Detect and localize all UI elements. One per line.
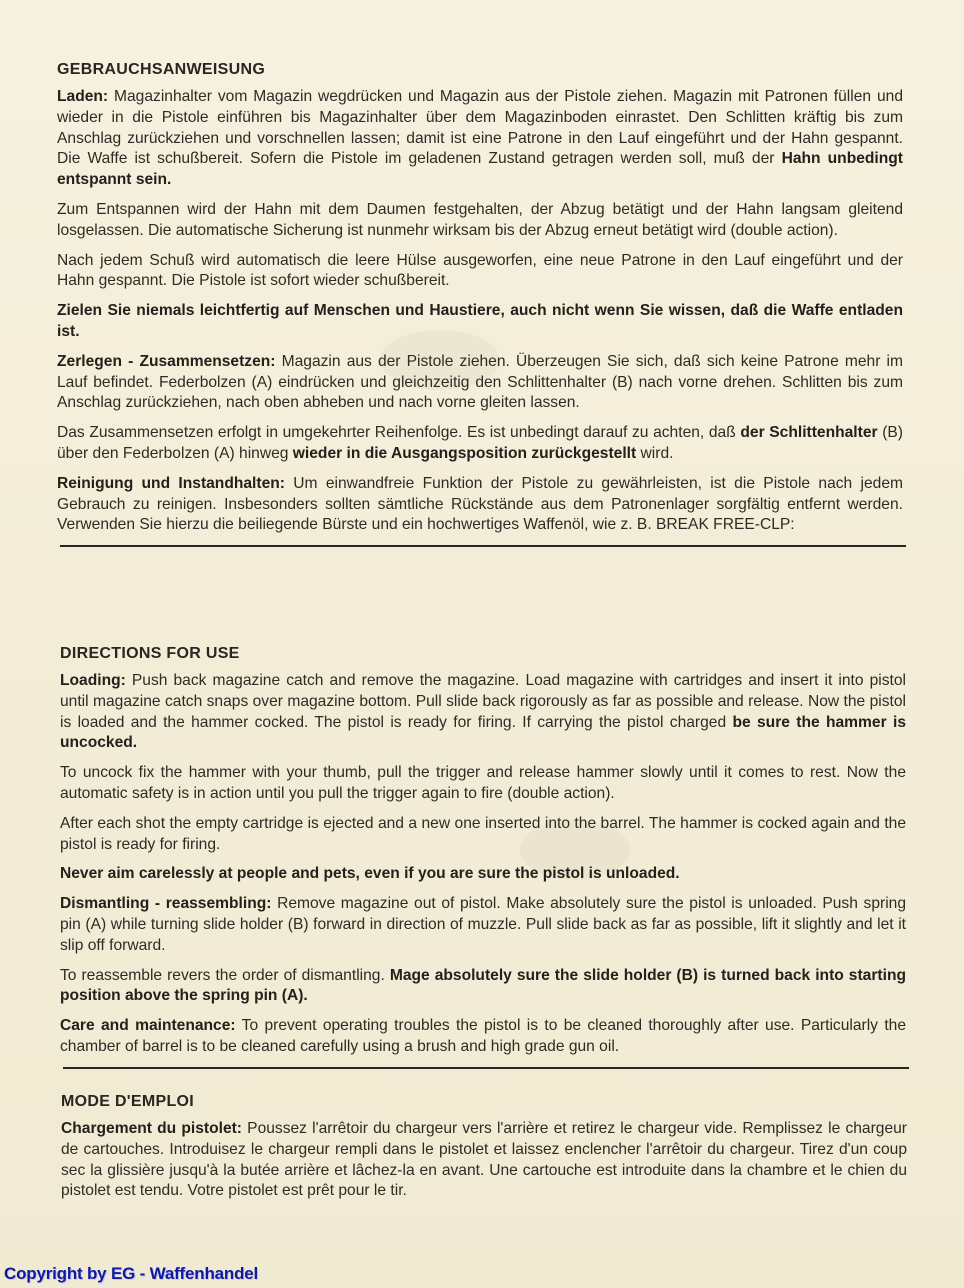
text: To reassemble revers the order of dismantling. (60, 966, 390, 984)
text: wird. (636, 444, 674, 462)
warning-bold: Never aim carelessly at people and pets, even if you are sure the pistol is unloaded. (60, 865, 680, 883)
english-section (60, 645, 906, 1083)
section-divider (63, 1067, 909, 1069)
label-chargement: Chargement du pistolet: (61, 1120, 242, 1137)
german-loading-paragraph (57, 87, 903, 191)
english-uncock-paragraph: To uncock fix the hammer with your thumb, pull the trigger and release hammer slowly until it comes to rest. Now the automatic safety is in action until you pull the trigger again to fire (double action). (60, 764, 906, 802)
german-title: GEBRAUCHSANWEISUNG (57, 61, 266, 78)
text: To prevent operating troubles the pistol is to be cleaned thoroughly after use. Particularly the chamber of barrel is to be cleaned carefully using a brush and high grade gun oil. (60, 1017, 906, 1055)
warning-bold: Hahn unbedingt entspannt sein. (57, 150, 903, 189)
english-dismantle-paragraph (60, 894, 906, 956)
german-warning-paragraph (57, 301, 903, 343)
label-loading: Loading: (60, 672, 126, 689)
german-uncock-paragraph: Zum Entspannen wird der Hahn mit dem Daumen festgehalten, der Abzug betätigt und der Hahn langsam gleitend losgelassen. Die automatische Sicherung ist nunmehr wirksam bis der Abzug erneut betätigt wird (double action). (57, 200, 903, 239)
label-reinigung: Reinigung und Instandhalten: (57, 474, 285, 492)
english-title: DIRECTIONS FOR USE (60, 645, 240, 662)
warning-bold: Zielen Sie niemals leichtfertig auf Menschen und Haustiere, auch nicht wenn Sie wissen, daß die Waffe entladen ist. (57, 302, 903, 340)
bold-text: Mage absolutely sure the slide holder (B) is turned back into starting position above the spring pin (A). (60, 966, 906, 1005)
section-divider (60, 545, 906, 547)
german-section (57, 61, 903, 561)
text: Remove magazine out of pistol. Make absolutely sure the pistol is unloaded. Push spring pin (A) while turning slide holder (B) forward in direction of muzzle. Pull slide back as far as possible, lift it slightly and let it slip off forward. (60, 895, 906, 954)
bold-text: wieder in die Ausgangsposition zurückgestellt (292, 444, 637, 462)
text: Das Zusammensetzen erfolgt in umgekehrter Reihenfolge. Es ist unbedingt darauf zu achten, daß (57, 424, 741, 442)
label-care: Care and maintenance: (60, 1017, 236, 1035)
label-laden: Laden: (57, 88, 109, 105)
english-eject-paragraph: After each shot the empty cartridge is ejected and a new one inserted into the barrel. The hammer is cocked again and the pistol is ready for firing. (60, 814, 906, 853)
text: Magazin aus der Pistole ziehen. Überzeugen Sie sich, daß sich keine Patrone mehr im Lauf befindet. Federbolzen (A) eindrücken und gleichzeitig den Schlittenhalter (B) nach vorne drehen. Schlitten bis zum Anschlag zurückziehen, nach oben abheben und nach vorne gleiten lassen. (57, 352, 904, 412)
german-eject-paragraph: Nach jedem Schuß wird automatisch die leere Hülse ausgeworfen, eine neue Patrone in den Lauf eingeführt und der Hahn gespannt. Die Pistole ist sofort wieder schußbereit. (57, 251, 903, 290)
english-warning-paragraph (60, 864, 906, 885)
french-section (61, 1093, 907, 1211)
german-dismantle-paragraph (57, 352, 903, 414)
french-loading-paragraph (61, 1119, 907, 1202)
german-cleaning-paragraph (57, 474, 903, 536)
copyright-watermark: Copyright by EG - Waffenhandel (4, 1264, 259, 1283)
text: Magazinhalter vom Magazin wegdrücken und Magazin aus der Pistole ziehen. Magazin mit Patronen füllen und wieder in die Pistole einführen bis Magazinhalter über dem Magazinboden einrastet. Den Schlitten kräftig bis zum Anschlag zurückziehen und vorschnellen lassen; damit ist eine Patrone in den Lauf eingeführt und der Hahn gespannt. Die Waffe ist schußbereit. Sofern die Pistole im geladenen Zustand getragen werden soll, muß der (57, 88, 903, 168)
french-title: MODE D'EMPLOI (61, 1093, 195, 1110)
text: Um einwandfreie Funktion der Pistole zu gewährleisten, ist die Pistole nach jedem Gebrauch zu reinigen. Insbesonders sollten sämtliche Rückstände aus dem Patronenlager sorgfältig entfernt werden. Verwenden Sie hierzu die beiliegende Bürste und ein hochwertiges Waffenöl, wie z. B. BREAK FREE-CLP: (57, 474, 903, 534)
text: (B) über den Federbolzen (A) hinweg (57, 424, 903, 462)
label-zerlegen: Zerlegen - Zusammensetzen: (57, 352, 276, 370)
label-dismantling: Dismantling - reassembling: (60, 895, 272, 913)
german-reassemble-paragraph (57, 423, 903, 465)
warning-bold: be sure the hammer is uncocked. (60, 713, 906, 752)
english-loading-paragraph (60, 671, 906, 754)
bold-text: der Schlittenhalter (740, 424, 878, 442)
text: Push back magazine catch and remove the magazine. Load magazine with cartridges and insert it into pistol until magazine catch snaps over magazine bottom. Pull slide back rigorously as far as possible and release. Now the pistol is loaded and the hammer cocked. The pistol is ready for firing. If carrying the pistol charged (60, 672, 906, 731)
text: Poussez l'arrêtoir du chargeur vers l'arrière et retirez le chargeur vide. Remplissez le chargeur de cartouches. Introduisez le chargeur rempli dans le pistolet et laissez enclencher l'arrêtoir du chargeur. Tirez d'un coup sec la glissière jusqu'à la butée arrière et lâchez-la en avant. Une cartouche est introduite dans la chambre et le chien du pistolet est tendu. Votre pistolet est prêt pour le tir. (61, 1120, 907, 1200)
english-care-paragraph (60, 1016, 906, 1058)
english-reassemble-paragraph (60, 966, 906, 1008)
